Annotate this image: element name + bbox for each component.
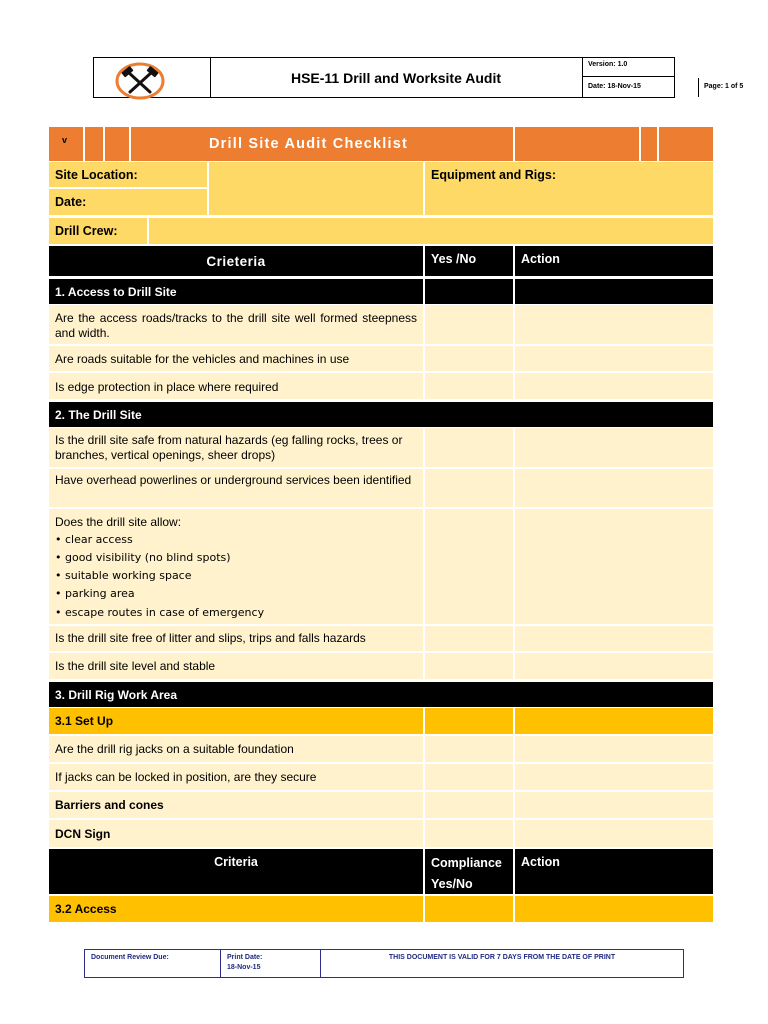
action-cell[interactable]	[513, 509, 713, 624]
question-text: Barriers and cones	[55, 798, 164, 812]
question-text: DCN Sign	[55, 826, 111, 841]
action-cell[interactable]	[513, 764, 713, 790]
site-location-label: Site Location:	[49, 162, 207, 189]
section-3-header	[49, 682, 713, 707]
checklist-row	[49, 736, 713, 764]
checklist-row	[49, 764, 713, 792]
list-item: • suitable working space	[55, 569, 192, 583]
col-criteria: Crieteria	[206, 253, 266, 269]
checklist-row	[49, 509, 713, 626]
col2-criteria: Criteria	[214, 855, 258, 869]
action-cell[interactable]	[513, 469, 713, 507]
yes-no-cell[interactable]	[423, 305, 513, 344]
action-cell[interactable]	[513, 653, 713, 679]
question-text: Is the drill site safe from natural hazards (eg falling rocks, trees or branches, vertical openings, sheer drops)	[55, 433, 403, 462]
compliance-header-row	[49, 849, 713, 894]
yes-no-cell[interactable]	[423, 653, 513, 679]
checklist-row	[49, 373, 713, 401]
site-location-input[interactable]	[207, 162, 423, 215]
drill-crew-input[interactable]	[147, 218, 713, 244]
col2-compliance	[423, 849, 513, 894]
yes-no-cell[interactable]	[423, 509, 513, 624]
section-3-title: 3. Drill Rig Work Area	[55, 687, 178, 702]
question-text: Are roads suitable for the vehicles and machines in use	[55, 352, 350, 366]
checklist-row	[49, 792, 713, 820]
yes-no-cell[interactable]	[423, 428, 513, 467]
version-label: Version: 1.0	[583, 58, 674, 77]
question-text: Are the drill rig jacks on a suitable foundation	[55, 742, 294, 756]
section-1-header	[49, 279, 713, 304]
section-2-header	[49, 402, 713, 427]
checklist-row	[49, 820, 713, 847]
yes-no-cell[interactable]	[423, 469, 513, 507]
document-header	[93, 57, 744, 98]
print-date-label: Print Date:	[227, 954, 263, 961]
page-label: Page: 1 of 5	[704, 83, 744, 90]
print-date-value: 18-Nov-15	[227, 963, 261, 971]
question-text: Are the access roads/tracks to the drill site well formed steepness and width.	[55, 311, 417, 340]
section-1-title: 1. Access to Drill Site	[55, 284, 177, 299]
list-item: • good visibility (no blind spots)	[55, 551, 231, 565]
yes-no-cell[interactable]	[423, 626, 513, 651]
col-yes-no: Yes /No	[423, 246, 513, 276]
action-cell[interactable]	[513, 820, 713, 847]
yes-no-cell[interactable]	[423, 792, 513, 818]
drill-crew-row	[49, 218, 713, 244]
checklist-row	[49, 626, 713, 653]
document-title: HSE-11 Drill and Worksite Audit	[210, 58, 583, 97]
action-cell[interactable]	[513, 736, 713, 762]
print-date-cell	[221, 950, 321, 977]
action-cell[interactable]	[513, 373, 713, 399]
list-item: • escape routes in case of emergency	[55, 605, 265, 619]
checklist-row	[49, 428, 713, 469]
checklist-title: Drill Site Audit Checklist	[209, 136, 409, 152]
equipment-rigs-label: Equipment and Rigs:	[423, 162, 713, 215]
yes-no-label: Yes/No	[431, 877, 473, 892]
subsection-3-1-title: 3.1 Set Up	[55, 714, 114, 728]
yes-no-cell[interactable]	[423, 820, 513, 847]
action-cell[interactable]	[513, 346, 713, 371]
action-cell[interactable]	[513, 305, 713, 344]
subsection-3-1-header	[49, 708, 713, 736]
validity-notice: THIS DOCUMENT IS VALID FOR 7 DAYS FROM THE DATE OF PRINT	[388, 954, 616, 961]
document-footer	[84, 949, 684, 978]
checklist-row	[49, 469, 713, 509]
banner-mark: v	[62, 135, 68, 145]
yes-no-cell[interactable]	[423, 764, 513, 790]
question-text: Is edge protection in place where required	[55, 380, 279, 394]
question-text: If jacks can be locked in position, are they secure	[55, 770, 317, 784]
yes-no-cell[interactable]	[423, 346, 513, 371]
section-2-title: 2. The Drill Site	[55, 407, 142, 422]
review-due-label: Document Review Due:	[85, 950, 221, 977]
criteria-header-row	[49, 246, 713, 276]
list-item: • clear access	[55, 533, 133, 546]
question-text: Is the drill site level and stable	[55, 659, 216, 673]
action-cell[interactable]	[513, 792, 713, 818]
list-item: • parking area	[55, 587, 135, 601]
hammers-logo-icon	[113, 61, 167, 101]
drill-crew-label: Drill Crew:	[55, 224, 118, 238]
question-text: Is the drill site free of litter and slips, trips and falls hazards	[55, 631, 366, 645]
list-heading: Does the drill site allow:	[55, 515, 182, 529]
col-action: Action	[513, 246, 713, 276]
action-cell[interactable]	[513, 626, 713, 651]
col2-action: Action	[513, 849, 713, 894]
site-info-row	[49, 162, 713, 217]
date-label: Date: 18-Nov-15	[583, 78, 699, 97]
checklist-row	[49, 305, 713, 346]
compliance-label: Compliance	[431, 856, 502, 870]
yes-no-cell[interactable]	[423, 373, 513, 399]
subsection-3-2-header	[49, 896, 713, 922]
date-field-label: Date:	[55, 195, 87, 209]
checklist-row	[49, 346, 713, 373]
yes-no-cell[interactable]	[423, 736, 513, 762]
question-text: Have overhead powerlines or underground services been identified	[55, 473, 412, 487]
checklist-row	[49, 653, 713, 681]
checklist-banner	[49, 127, 713, 161]
subsection-3-2-title: 3.2 Access	[55, 902, 117, 916]
action-cell[interactable]	[513, 428, 713, 467]
question-list	[49, 509, 423, 624]
